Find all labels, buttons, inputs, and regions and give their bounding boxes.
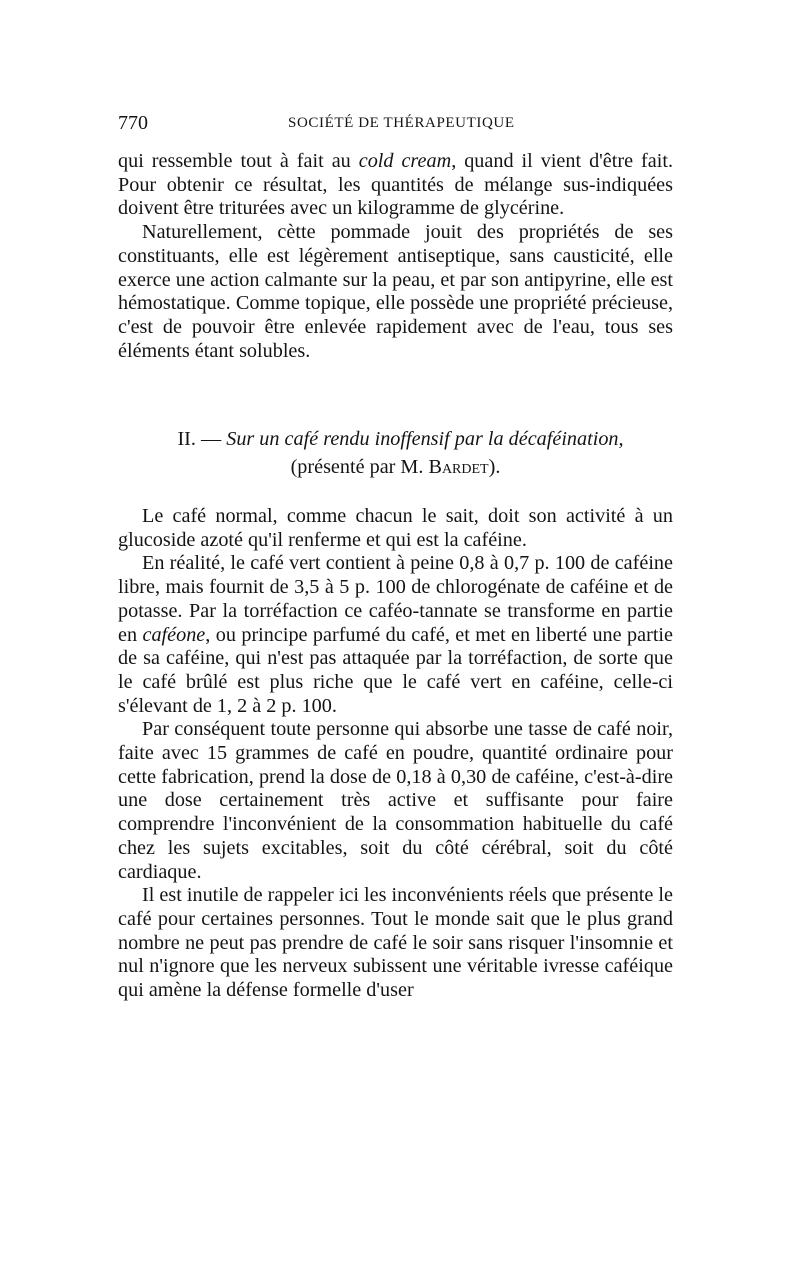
- paragraph-text: , ou principe parfumé du café, et met en liberté une partie de sa caféine, qui n'est pas attaquée par la torréfaction, de sorte que le café brûlé est plus riche que le café vert en caféine, celle-ci s'élevant de 1, 2 à 2 p. 100.: [118, 623, 673, 717]
- section-presenter-line: [118, 453, 673, 481]
- presenter-name: Bardet: [428, 456, 489, 478]
- presenter-suffix: ).: [488, 456, 501, 478]
- italic-term: cold cream: [358, 150, 452, 172]
- paragraph-text: En réalité, le café vert contient à peine 0,8 à 0,7 p. 100 de caféine libre, mais fournit de 3,5 à 5 p. 100 de chlorogénate de caféine et de potasse. Par la torréfaction ce caféo-tannate se transforme en partie en: [118, 552, 673, 646]
- text-block-pommade: [118, 150, 673, 363]
- paragraph: [118, 150, 673, 221]
- paragraph-text: , quand il vient d'être fait. Pour obtenir ce résultat, les quantités de mélange sus-indiquées doivent être triturées avec un kilogramme de glycérine.: [118, 150, 673, 220]
- section-number: II. —: [177, 428, 227, 450]
- paragraph: Il est inutile de rappeler ici les inconvénients réels que présente le café pour certaines personnes. Tout le monde sait que le plus grand nombre ne peut pas prendre de café le soir sans risquer l'insomnie et nul n'ignore que les nerveux subissent une véritable ivresse caféique qui amène la défense formelle d'user: [118, 884, 673, 1002]
- page-number: 770: [118, 112, 148, 134]
- paragraph-text: qui ressemble tout à fait au: [118, 150, 359, 172]
- text-block-cafe: [118, 505, 673, 1003]
- running-head: [118, 112, 673, 140]
- paragraph: Le café normal, comme chacun le sait, doit son activité à un glucoside azoté qu'il renferme et qui est la caféine.: [118, 505, 673, 551]
- section-title-line: [118, 425, 673, 453]
- book-page: [118, 112, 673, 1002]
- presenter-prefix: (présenté par M.: [290, 456, 429, 478]
- italic-term: caféone: [142, 623, 206, 646]
- paragraph: [118, 552, 673, 718]
- section-heading: [118, 425, 673, 481]
- running-title: SOCIÉTÉ DE THÉRAPEUTIQUE: [288, 115, 515, 131]
- paragraph: Par conséquent toute personne qui absorbe une tasse de café noir, faite avec 15 grammes de café en poudre, quantité ordinaire pour cette fabrication, prend la dose de 0,18 à 0,30 de caféine, c'est-à-dire une dose certainement très active et suffisante pour faire comprendre l'inconvénient de la consommation habituelle du café chez les sujets excitables, soit du côté cérébral, soit du côté cardiaque.: [118, 718, 673, 883]
- paragraph: Naturellement, cètte pommade jouit des propriétés de ses constituants, elle est légèrement antiseptique, sans causticité, elle exerce une action calmante sur la peau, et par son antipyrine, elle est hémostatique. Comme topique, elle possède une propriété précieuse, c'est de pouvoir être enlevée rapidement avec de l'eau, tous ses éléments étant solubles.: [118, 221, 673, 362]
- section-title: Sur un café rendu inoffensif par la décaféination,: [226, 428, 624, 450]
